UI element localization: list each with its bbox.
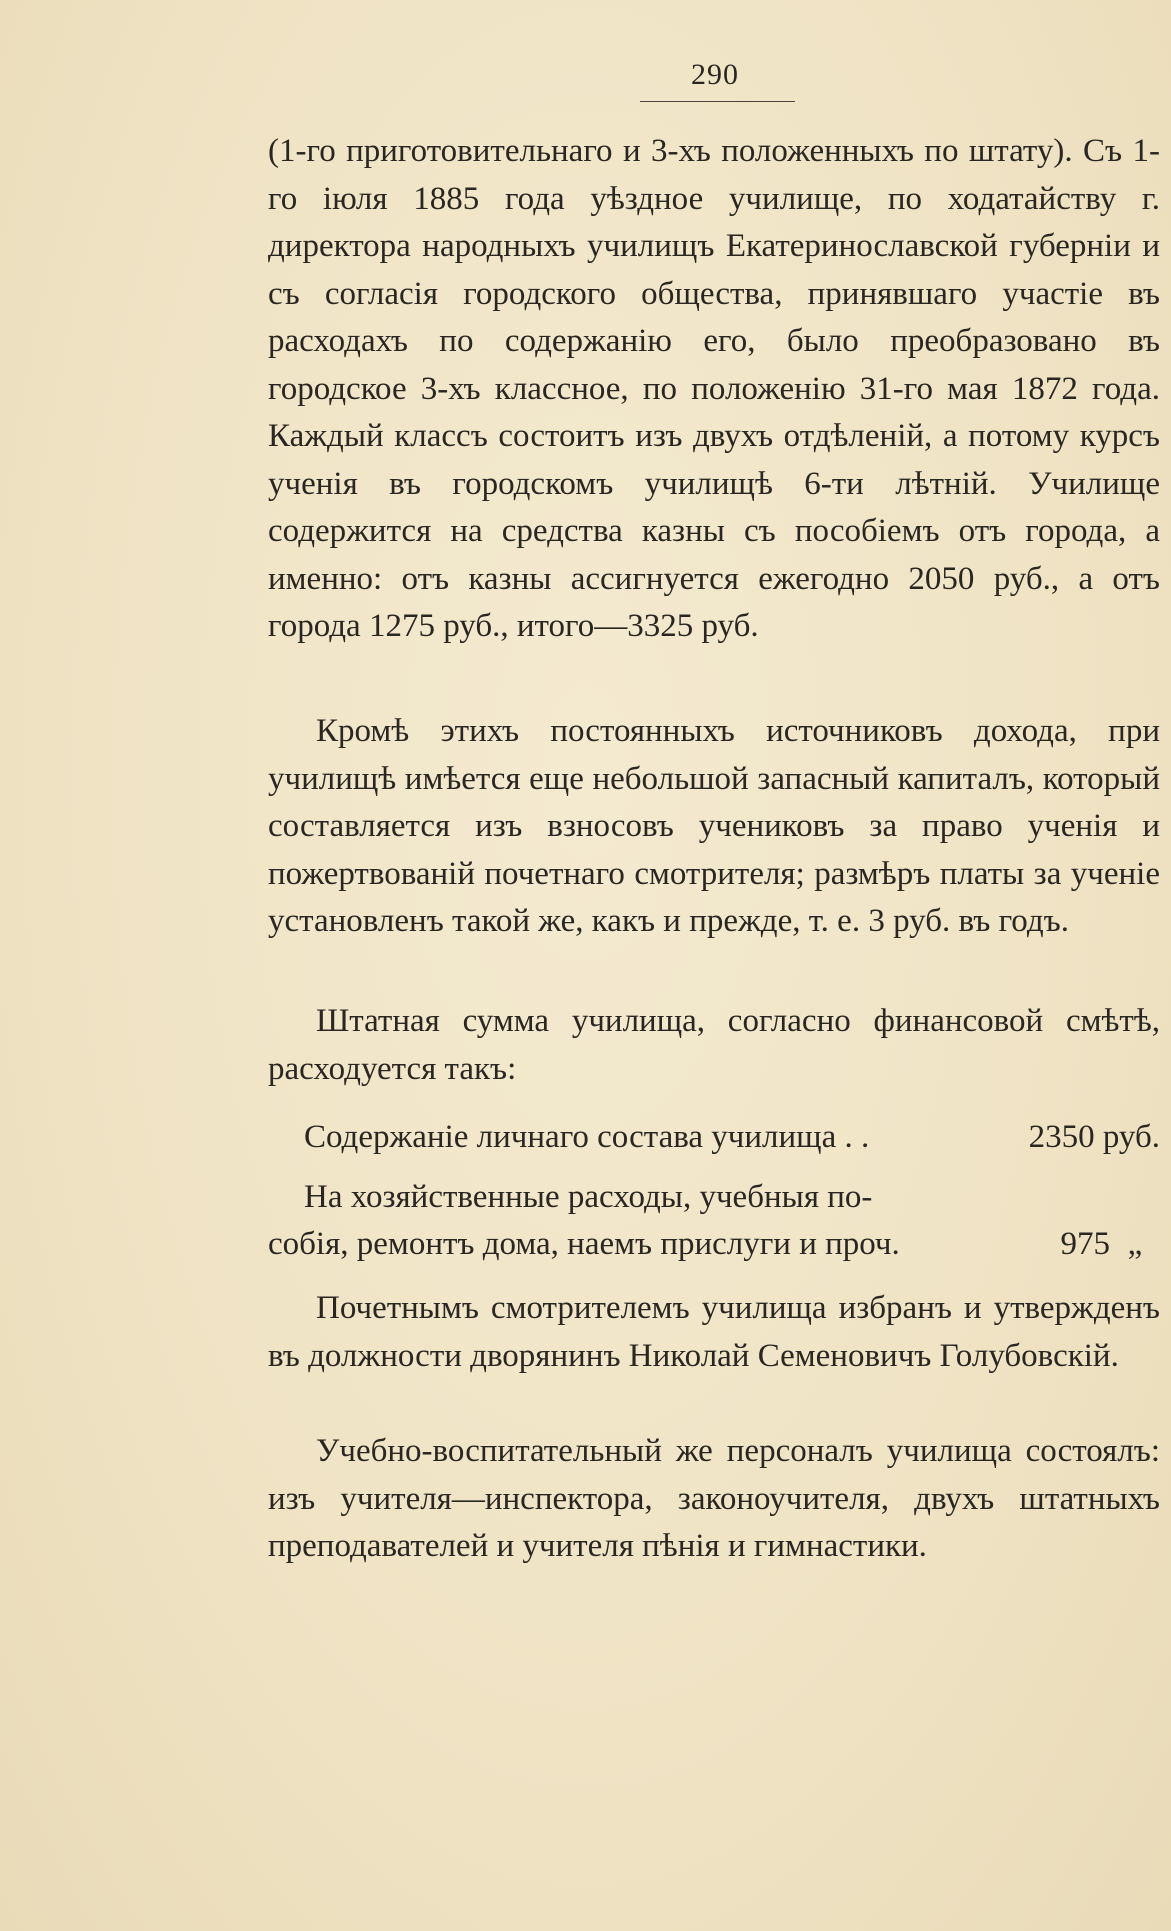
page-number: 290: [691, 58, 739, 91]
budget-label-household-line1: На хозяйственные расходы, учебныя по-: [304, 1178, 873, 1215]
paragraph-teaching-staff: Учебно-воспитательный же персоналъ училища состоялъ: изъ учителя—инспектора, законоучителя, двухъ штатныхъ преподавателей и учителя пѣнія и гимнастики.: [268, 1433, 1160, 1564]
paragraph-school-history: (1-го приготовительнаго и 3-хъ положенныхъ по штату). Съ 1-го іюля 1885 года уѣздное училище, по ходатайству г. директора народныхъ училищъ Екатеринославской губерніи и съ согласія городского общества, принявшаго участіе въ расходахъ по содержанію его, было преобразовано въ городское 3-хъ классное, по положенію 31-го мая 1872 года. Каждый классъ состоитъ изъ двухъ отдѣленій, а потому курсъ ученія въ городскомъ училищѣ 6-ти лѣтній. Училище содержится на средства казны съ пособіемъ отъ города, а именно: отъ казны ассигнуется ежегодно 2050 руб., а отъ города 1275 руб., итого—3325 руб.: [268, 133, 1160, 644]
paragraph-block-trustee: [268, 1285, 1160, 1380]
paragraph-block-capital: [268, 708, 1160, 946]
budget-table: [268, 1114, 1160, 1269]
budget-ditto-mark: „: [1127, 1226, 1143, 1262]
paragraph-block-budget-intro: [268, 998, 1160, 1093]
budget-amount-staff: 2350 руб.: [1028, 1119, 1160, 1155]
budget-row-staff: [268, 1114, 1160, 1162]
budget-amount-household: 975: [1060, 1226, 1110, 1262]
paragraph-honorary-trustee: Почетнымъ смотрителемъ училища избранъ и утвержденъ въ должности дворянинъ Николай Семеновичъ Голубовскій.: [268, 1290, 1160, 1374]
page-number-rule: [640, 101, 795, 102]
paragraph-block-staff: [268, 1428, 1160, 1571]
budget-label-household-line2: собія, ремонтъ дома, наемъ прислуги и проч.: [268, 1226, 900, 1262]
budget-label-household-line2-row: [268, 1221, 1160, 1269]
budget-row-household: [268, 1174, 1160, 1269]
budget-label-staff: Содержаніе личнаго состава училища . .: [304, 1119, 870, 1155]
paragraph-reserve-capital: Кромѣ этихъ постоянныхъ источниковъ дохода, при училищѣ имѣется еще небольшой запасный капиталъ, который составляется изъ взносовъ учениковъ за право ученія и пожертвованій почетнаго смотрителя; размѣръ платы за ученіе установленъ такой же, какъ и прежде, т. е. 3 руб. въ годъ.: [268, 713, 1160, 939]
paragraph-budget-intro: Штатная сумма училища, согласно финансовой смѣтѣ, расходуется такъ:: [268, 1003, 1160, 1087]
paragraph-continuation: [268, 128, 1160, 651]
